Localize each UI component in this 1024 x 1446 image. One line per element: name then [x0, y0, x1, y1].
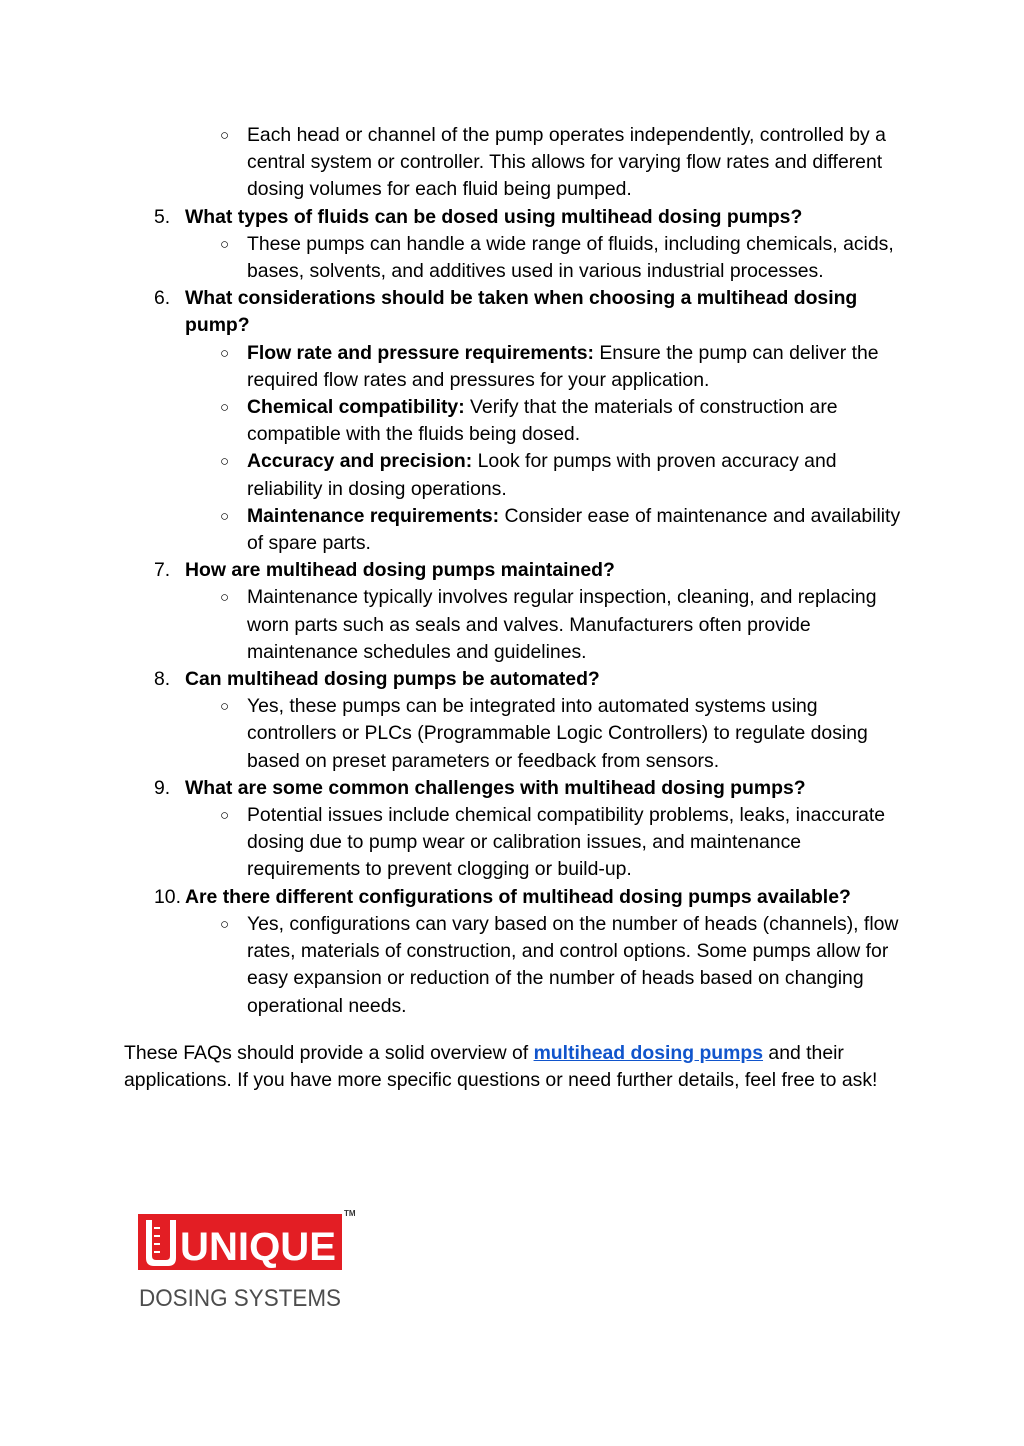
- faq-answer-bullet: [124, 802, 904, 884]
- bullet-text: Potential issues include chemical compatibility problems, leaks, inaccurate dosing due to pump wear or calibration issues, and maintenance requirements to prevent clogging or build-up.: [247, 804, 886, 881]
- faq-number: 7.: [154, 559, 171, 582]
- hollow-bullet-icon: ○: [220, 698, 230, 716]
- faq-list: [124, 204, 904, 1020]
- faq-answer-bullet: [124, 231, 904, 285]
- intro-bullet: [124, 122, 904, 204]
- bullet-text: Verify that the materials of construction are compatible with the fluids being dosed.: [247, 396, 838, 446]
- bullet-bold-label: Flow rate and pressure requirements:: [247, 341, 594, 364]
- closing-text-before: These FAQs should provide a solid overview of: [124, 1041, 534, 1064]
- faq-answer-bullet: [124, 340, 904, 394]
- hollow-bullet-icon: ○: [220, 807, 230, 825]
- faq-number: 5.: [154, 205, 171, 228]
- bullet-text: Yes, these pumps can be integrated into automated systems using controllers or PLCs (Programmable Logic Controllers) to regulate dosing based on preset parameters or feedback from sensors.: [247, 695, 868, 772]
- bullet-text: Consider ease of maintenance and availability of spare parts.: [247, 504, 901, 555]
- faq-question: What are some common challenges with multihead dosing pumps?: [185, 776, 806, 799]
- hollow-bullet-icon: ○: [220, 589, 230, 607]
- logo-brand-text: UNIQUE: [180, 1225, 336, 1269]
- faq-question: How are multihead dosing pumps maintained?: [185, 559, 615, 582]
- bullet-text: Ensure the pump can deliver the required flow rates and pressures for your application.: [247, 341, 879, 391]
- faq-answer-bullet: [124, 394, 904, 448]
- faq-question: What types of fluids can be dosed using multihead dosing pumps?: [185, 205, 803, 228]
- closing-text-after: and their applications. If you have more specific questions or need further details, feel free to ask!: [124, 1041, 878, 1091]
- bullet-bold-label: Accuracy and precision:: [247, 450, 473, 473]
- faq-item: [124, 884, 904, 911]
- unique-dosing-systems-logo: [138, 1206, 360, 1312]
- faq-number: 6.: [154, 287, 171, 310]
- faq-question: Are there different configurations of multihead dosing pumps available?: [185, 885, 851, 908]
- bullet-text: Yes, configurations can vary based on the number of heads (channels), flow rates, materials of construction, and control options. Some pumps allow for easy expansion or reduction of the number of heads based on changing operational needs.: [247, 912, 899, 1017]
- bullet-text: These pumps can handle a wide range of fluids, including chemicals, acids, bases, solvents, and additives used in various industrial processes.: [247, 232, 894, 283]
- hollow-bullet-icon: ○: [220, 915, 230, 933]
- logo-tagline-text: DOSING SYSTEMS: [139, 1285, 341, 1312]
- faq-question: What considerations should be taken when choosing a multihead dosing pump?: [185, 287, 858, 337]
- hollow-bullet-icon: ○: [220, 235, 230, 253]
- hollow-bullet-icon: ○: [220, 127, 230, 144]
- closing-paragraph: [124, 1040, 904, 1094]
- faq-item: [124, 557, 904, 584]
- hollow-bullet-icon: ○: [220, 344, 230, 362]
- faq-number: 10.: [154, 885, 181, 908]
- trademark-text: TM: [344, 1209, 356, 1218]
- bullet-text: Maintenance typically involves regular inspection, cleaning, and replacing worn parts such as seals and valves. Manufacturers often provide maintenance schedules and guidelines.: [247, 586, 877, 663]
- faq-item: [124, 285, 904, 339]
- faq-number: 8.: [154, 668, 171, 691]
- faq-answer-bullet: [124, 503, 904, 557]
- bullet-text: Look for pumps with proven accuracy and reliability in dosing operations.: [247, 450, 837, 500]
- faq-content: [124, 122, 904, 1114]
- multihead-dosing-pumps-link[interactable]: multihead dosing pumps: [533, 1041, 764, 1064]
- bullet-text: Each head or channel of the pump operates independently, controlled by a central system or controller. This allows for varying flow rates and different dosing volumes for each fluid being pumped.: [247, 124, 886, 201]
- faq-number: 9.: [154, 776, 171, 799]
- faq-item: [124, 666, 904, 693]
- faq-answer-bullet: [124, 448, 904, 502]
- bullet-bold-label: Maintenance requirements:: [247, 504, 500, 527]
- hollow-bullet-icon: ○: [220, 453, 230, 471]
- faq-answer-bullet: [124, 693, 904, 775]
- hollow-bullet-icon: ○: [220, 399, 230, 417]
- faq-question: Can multihead dosing pumps be automated?: [185, 668, 600, 691]
- faq-answer-bullet: [124, 911, 904, 1020]
- faq-answer-bullet: [124, 584, 904, 666]
- bullet-bold-label: Chemical compatibility:: [247, 396, 465, 419]
- faq-item: [124, 204, 904, 231]
- faq-item: [124, 775, 904, 802]
- hollow-bullet-icon: ○: [220, 507, 230, 525]
